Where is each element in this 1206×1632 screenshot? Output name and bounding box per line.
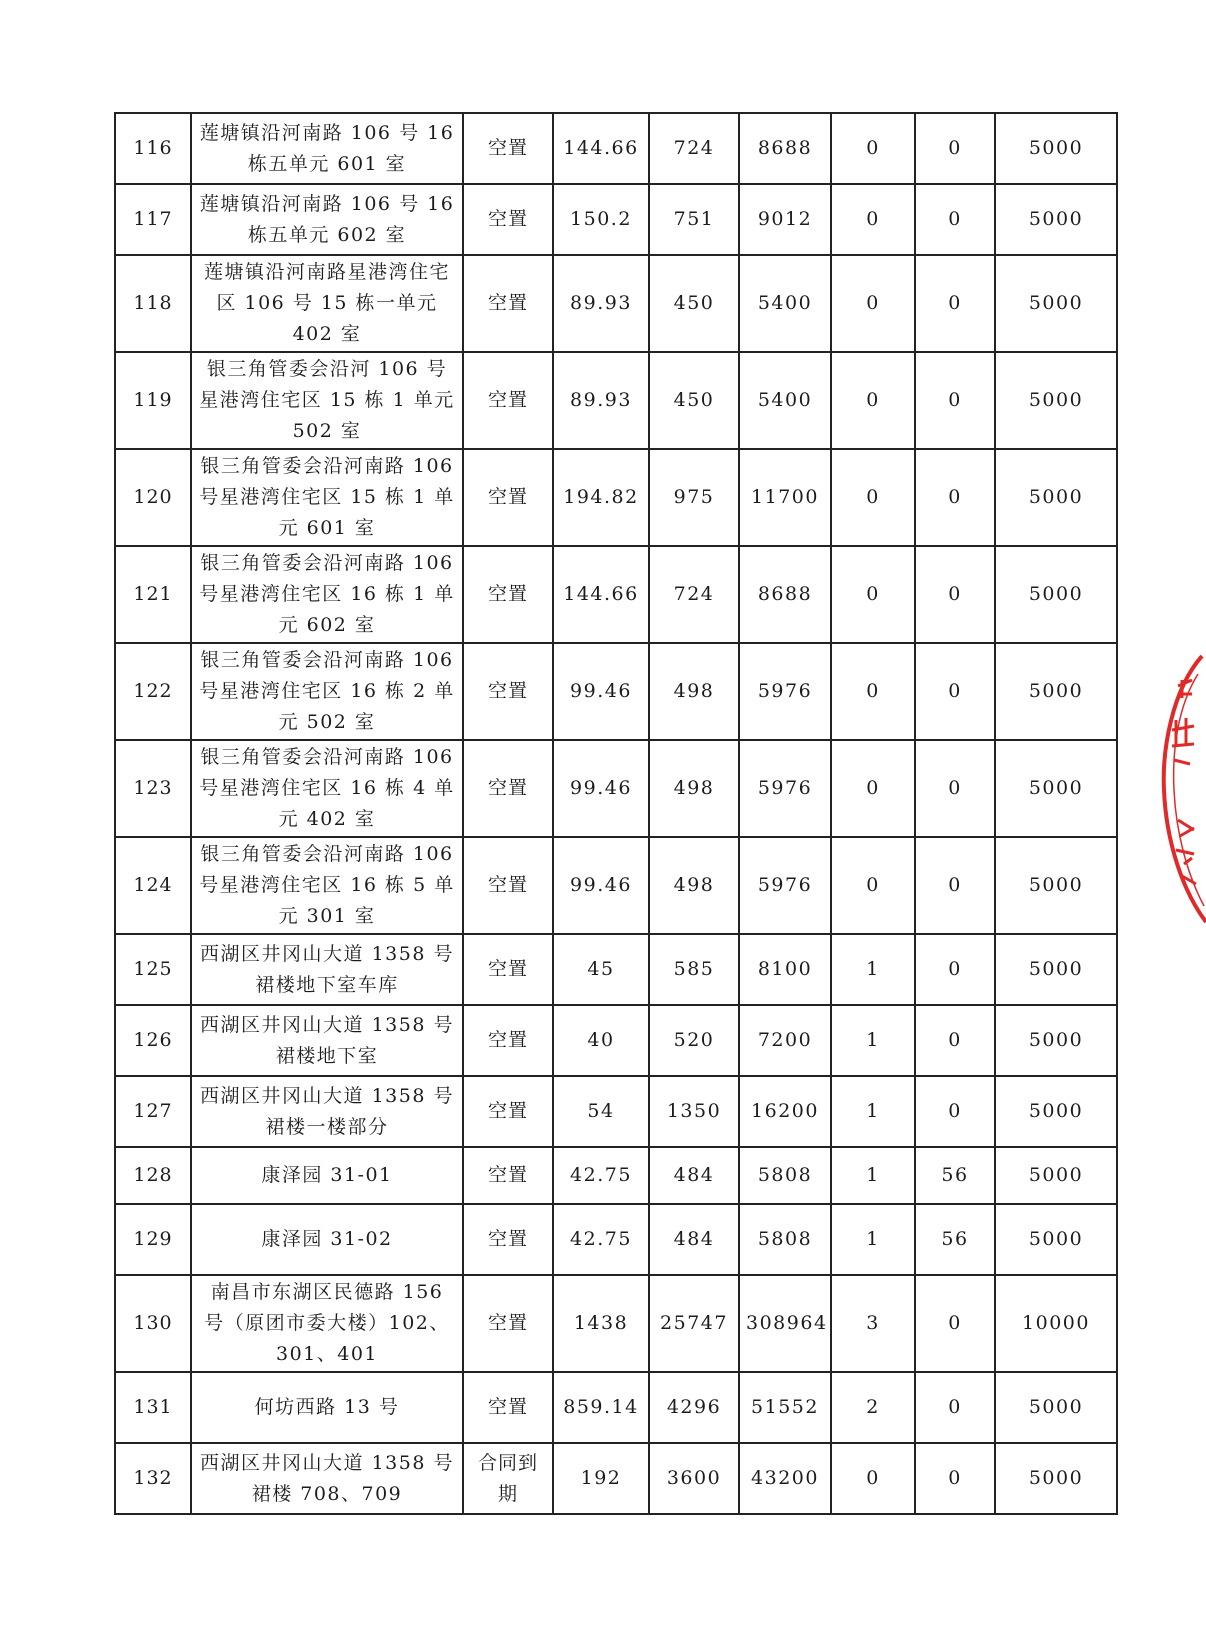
monthly-rent: 724 — [649, 546, 739, 643]
table-row — [115, 643, 1117, 740]
area-value: 40 — [553, 1005, 649, 1076]
row-number: 116 — [115, 113, 191, 184]
column-6-value: 0 — [831, 255, 915, 352]
column-7-value: 0 — [915, 113, 995, 184]
area-value: 45 — [553, 934, 649, 1005]
table-row — [115, 1005, 1117, 1076]
column-7-value: 0 — [915, 643, 995, 740]
property-address: 银三角管委会沿河南路 106 号星港湾住宅区 16 栋 2 单元 502 室 — [191, 643, 463, 740]
annual-rent: 308964 — [739, 1275, 831, 1372]
column-6-value: 0 — [831, 449, 915, 546]
column-6-value: 1 — [831, 1076, 915, 1147]
area-value: 99.46 — [553, 740, 649, 837]
table-row — [115, 352, 1117, 449]
usage-status: 空置 — [463, 1204, 553, 1275]
property-address: 康泽园 31-01 — [191, 1147, 463, 1204]
area-value: 89.93 — [553, 352, 649, 449]
column-7-value: 0 — [915, 449, 995, 546]
property-address: 莲塘镇沿河南路星港湾住宅区 106 号 15 栋一单元 402 室 — [191, 255, 463, 352]
row-number: 123 — [115, 740, 191, 837]
deposit-value: 5000 — [995, 740, 1117, 837]
table-row — [115, 1372, 1117, 1443]
row-number: 120 — [115, 449, 191, 546]
monthly-rent: 484 — [649, 1147, 739, 1204]
monthly-rent: 450 — [649, 255, 739, 352]
monthly-rent: 724 — [649, 113, 739, 184]
table-row — [115, 1204, 1117, 1275]
deposit-value: 5000 — [995, 1005, 1117, 1076]
annual-rent: 43200 — [739, 1443, 831, 1514]
annual-rent: 5400 — [739, 255, 831, 352]
row-number: 127 — [115, 1076, 191, 1147]
annual-rent: 11700 — [739, 449, 831, 546]
usage-status: 空置 — [463, 740, 553, 837]
table-row — [115, 546, 1117, 643]
row-number: 129 — [115, 1204, 191, 1275]
column-7-value: 56 — [915, 1147, 995, 1204]
area-value: 54 — [553, 1076, 649, 1147]
monthly-rent: 25747 — [649, 1275, 739, 1372]
monthly-rent: 1350 — [649, 1076, 739, 1147]
deposit-value: 5000 — [995, 1147, 1117, 1204]
property-address: 莲塘镇沿河南路 106 号 16 栋五单元 601 室 — [191, 113, 463, 184]
column-6-value: 0 — [831, 113, 915, 184]
usage-status: 空置 — [463, 643, 553, 740]
annual-rent: 5808 — [739, 1147, 831, 1204]
annual-rent: 8100 — [739, 934, 831, 1005]
column-7-value: 0 — [915, 1275, 995, 1372]
usage-status: 空置 — [463, 1076, 553, 1147]
column-6-value: 0 — [831, 352, 915, 449]
annual-rent: 9012 — [739, 184, 831, 255]
column-6-value: 1 — [831, 1204, 915, 1275]
monthly-rent: 498 — [649, 643, 739, 740]
usage-status: 空置 — [463, 837, 553, 934]
column-6-value: 0 — [831, 546, 915, 643]
usage-status: 空置 — [463, 255, 553, 352]
row-number: 126 — [115, 1005, 191, 1076]
column-6-value: 2 — [831, 1372, 915, 1443]
row-number: 124 — [115, 837, 191, 934]
table-row — [115, 113, 1117, 184]
deposit-value: 5000 — [995, 1372, 1117, 1443]
monthly-rent: 4296 — [649, 1372, 739, 1443]
usage-status: 空置 — [463, 449, 553, 546]
row-number: 119 — [115, 352, 191, 449]
area-value: 99.46 — [553, 643, 649, 740]
column-7-value: 0 — [915, 352, 995, 449]
annual-rent: 8688 — [739, 546, 831, 643]
table-row — [115, 934, 1117, 1005]
usage-status: 空置 — [463, 546, 553, 643]
area-value: 144.66 — [553, 113, 649, 184]
row-number: 131 — [115, 1372, 191, 1443]
column-7-value: 0 — [915, 934, 995, 1005]
deposit-value: 10000 — [995, 1275, 1117, 1372]
column-6-value: 0 — [831, 643, 915, 740]
annual-rent: 5976 — [739, 837, 831, 934]
usage-status: 空置 — [463, 1275, 553, 1372]
table-row — [115, 740, 1117, 837]
table-row — [115, 449, 1117, 546]
area-value: 859.14 — [553, 1372, 649, 1443]
usage-status: 空置 — [463, 113, 553, 184]
monthly-rent: 3600 — [649, 1443, 739, 1514]
annual-rent: 5808 — [739, 1204, 831, 1275]
area-value: 150.2 — [553, 184, 649, 255]
deposit-value: 5000 — [995, 184, 1117, 255]
monthly-rent: 585 — [649, 934, 739, 1005]
monthly-rent: 751 — [649, 184, 739, 255]
usage-status: 空置 — [463, 1147, 553, 1204]
deposit-value: 5000 — [995, 643, 1117, 740]
column-6-value: 1 — [831, 1005, 915, 1076]
property-address: 何坊西路 13 号 — [191, 1372, 463, 1443]
table-row — [115, 1076, 1117, 1147]
deposit-value: 5000 — [995, 546, 1117, 643]
deposit-value: 5000 — [995, 1443, 1117, 1514]
column-6-value: 1 — [831, 934, 915, 1005]
property-address: 银三角管委会沿河南路 106 号星港湾住宅区 15 栋 1 单元 601 室 — [191, 449, 463, 546]
area-value: 144.66 — [553, 546, 649, 643]
row-number: 121 — [115, 546, 191, 643]
annual-rent: 51552 — [739, 1372, 831, 1443]
table-row — [115, 1443, 1117, 1514]
property-address: 银三角管委会沿河南路 106 号星港湾住宅区 16 栋 4 单元 402 室 — [191, 740, 463, 837]
area-value: 1438 — [553, 1275, 649, 1372]
property-address: 南昌市东湖区民德路 156 号（原团市委大楼）102、301、401 — [191, 1275, 463, 1372]
column-7-value: 0 — [915, 1005, 995, 1076]
property-table — [114, 112, 1118, 1515]
seal-stamp-icon — [1158, 650, 1206, 930]
monthly-rent: 484 — [649, 1204, 739, 1275]
table-row — [115, 1147, 1117, 1204]
table-row — [115, 255, 1117, 352]
area-value: 192 — [553, 1443, 649, 1514]
usage-status: 合同到期 — [463, 1443, 553, 1514]
row-number: 125 — [115, 934, 191, 1005]
monthly-rent: 450 — [649, 352, 739, 449]
annual-rent: 5400 — [739, 352, 831, 449]
column-7-value: 0 — [915, 255, 995, 352]
monthly-rent: 520 — [649, 1005, 739, 1076]
deposit-value: 5000 — [995, 837, 1117, 934]
red-seal-stamp — [1158, 650, 1206, 930]
column-6-value: 0 — [831, 1443, 915, 1514]
deposit-value: 5000 — [995, 352, 1117, 449]
monthly-rent: 498 — [649, 740, 739, 837]
area-value: 194.82 — [553, 449, 649, 546]
property-address: 银三角管委会沿河南路 106 号星港湾住宅区 16 栋 1 单元 602 室 — [191, 546, 463, 643]
row-number: 130 — [115, 1275, 191, 1372]
annual-rent: 16200 — [739, 1076, 831, 1147]
table-row — [115, 184, 1117, 255]
column-6-value: 3 — [831, 1275, 915, 1372]
column-6-value: 0 — [831, 740, 915, 837]
table-row — [115, 837, 1117, 934]
row-number: 128 — [115, 1147, 191, 1204]
area-value: 89.93 — [553, 255, 649, 352]
column-6-value: 0 — [831, 184, 915, 255]
row-number: 132 — [115, 1443, 191, 1514]
column-7-value: 56 — [915, 1204, 995, 1275]
property-address: 银三角管委会沿河南路 106 号星港湾住宅区 16 栋 5 单元 301 室 — [191, 837, 463, 934]
column-6-value: 1 — [831, 1147, 915, 1204]
deposit-value: 5000 — [995, 255, 1117, 352]
annual-rent: 5976 — [739, 740, 831, 837]
usage-status: 空置 — [463, 184, 553, 255]
area-value: 42.75 — [553, 1204, 649, 1275]
deposit-value: 5000 — [995, 934, 1117, 1005]
property-address: 银三角管委会沿河 106 号星港湾住宅区 15 栋 1 单元 502 室 — [191, 352, 463, 449]
annual-rent: 7200 — [739, 1005, 831, 1076]
table-row — [115, 1275, 1117, 1372]
column-7-value: 0 — [915, 184, 995, 255]
area-value: 42.75 — [553, 1147, 649, 1204]
monthly-rent: 498 — [649, 837, 739, 934]
deposit-value: 5000 — [995, 449, 1117, 546]
column-7-value: 0 — [915, 1372, 995, 1443]
column-7-value: 0 — [915, 740, 995, 837]
property-address: 莲塘镇沿河南路 106 号 16 栋五单元 602 室 — [191, 184, 463, 255]
property-address: 西湖区井冈山大道 1358 号裙楼一楼部分 — [191, 1076, 463, 1147]
property-address: 西湖区井冈山大道 1358 号裙楼 708、709 — [191, 1443, 463, 1514]
property-address: 西湖区井冈山大道 1358 号裙楼地下室车库 — [191, 934, 463, 1005]
column-6-value: 0 — [831, 837, 915, 934]
property-address: 康泽园 31-02 — [191, 1204, 463, 1275]
usage-status: 空置 — [463, 1005, 553, 1076]
property-address: 西湖区井冈山大道 1358 号裙楼地下室 — [191, 1005, 463, 1076]
column-7-value: 0 — [915, 1076, 995, 1147]
monthly-rent: 975 — [649, 449, 739, 546]
row-number: 117 — [115, 184, 191, 255]
column-7-value: 0 — [915, 1443, 995, 1514]
column-7-value: 0 — [915, 837, 995, 934]
annual-rent: 8688 — [739, 113, 831, 184]
annual-rent: 5976 — [739, 643, 831, 740]
row-number: 118 — [115, 255, 191, 352]
usage-status: 空置 — [463, 1372, 553, 1443]
usage-status: 空置 — [463, 352, 553, 449]
column-7-value: 0 — [915, 546, 995, 643]
deposit-value: 5000 — [995, 113, 1117, 184]
row-number: 122 — [115, 643, 191, 740]
deposit-value: 5000 — [995, 1204, 1117, 1275]
deposit-value: 5000 — [995, 1076, 1117, 1147]
usage-status: 空置 — [463, 934, 553, 1005]
area-value: 99.46 — [553, 837, 649, 934]
